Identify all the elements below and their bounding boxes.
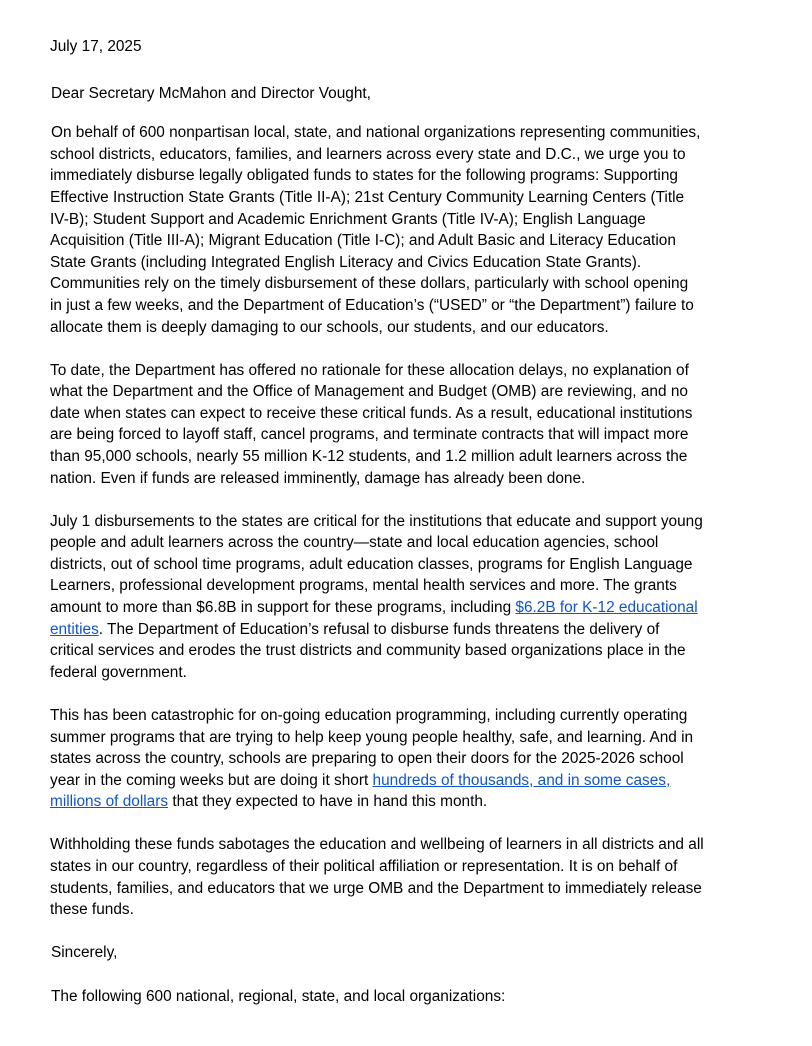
paragraph-line: This has been catastrophic for on-going education programming, including currently operating bbox=[50, 706, 688, 724]
paragraph-4 bbox=[50, 705, 772, 813]
paragraph-line: Effective Instruction State Grants (Title II-A); 21st Century Community Learning Centers (Title bbox=[50, 188, 685, 206]
paragraph-line: critical services and erodes the trust districts and community based organizations place in the bbox=[50, 642, 686, 660]
paragraph-line bbox=[50, 597, 772, 619]
paragraph-line: federal government. bbox=[50, 663, 187, 681]
paragraph-line: Learners, professional development programs, mental health services and more. The grants bbox=[50, 577, 677, 595]
paragraph-line bbox=[50, 791, 772, 813]
signatories-intro: The following 600 national, regional, state, and local organizations: bbox=[51, 987, 506, 1005]
funding-shortfall-link-continued[interactable]: millions of dollars bbox=[50, 793, 169, 811]
line-text: amount to more than $6.8B in support for these programs, including bbox=[50, 599, 516, 617]
paragraph-line: people and adult learners across the country—state and local education agencies, school bbox=[50, 534, 659, 552]
paragraph-line: states across the country, schools are preparing to open their doors for the 2025-2026 school bbox=[50, 750, 684, 768]
line-text: that they expected to have in hand this month. bbox=[168, 793, 488, 811]
paragraph-line: July 1 disbursements to the states are critical for the institutions that educate and support young bbox=[50, 512, 703, 530]
letter-salutation: Dear Secretary McMahon and Director Vought, bbox=[51, 84, 371, 102]
paragraph-line: Acquisition (Title III-A); Migrant Education (Title I-C); and Adult Basic and Literacy Education bbox=[50, 232, 676, 250]
paragraph-line: date when states can expect to receive these critical funds. As a result, educational institutions bbox=[50, 404, 693, 422]
paragraph-1 bbox=[50, 122, 772, 338]
paragraph-line: in just a few weeks, and the Department of Education’s (“USED” or “the Department”) failure to bbox=[50, 296, 694, 314]
paragraph-line: State Grants (including Integrated English Literacy and Civics Education State Grants). bbox=[50, 253, 642, 271]
paragraph-line: states in our country, regardless of their political affiliation or representation. It is on behalf of bbox=[50, 858, 678, 875]
paragraph-line: allocate them is deeply damaging to our schools, our students, and our educators. bbox=[50, 318, 609, 336]
letter-date: July 17, 2025 bbox=[50, 38, 142, 55]
paragraph-line: Communities rely on the timely disbursement of these dollars, particularly with school opening bbox=[50, 275, 689, 293]
k12-funding-link[interactable]: $6.2B for K-12 educational bbox=[515, 599, 698, 617]
paragraph-5 bbox=[50, 834, 772, 920]
paragraph-line bbox=[50, 770, 772, 792]
paragraph-line: immediately disburse legally obligated funds to states for the following programs: Supporting bbox=[50, 167, 678, 185]
paragraph-2 bbox=[50, 360, 772, 490]
k12-funding-link-continued[interactable]: entities bbox=[50, 620, 99, 638]
paragraph-line bbox=[50, 619, 772, 641]
paragraph-line: these funds. bbox=[50, 901, 134, 919]
paragraph-line: are being forced to layoff staff, cancel programs, and terminate contracts that will impact more bbox=[50, 426, 689, 444]
paragraph-line: districts, out of school time programs, adult education classes, programs for English Language bbox=[50, 555, 693, 573]
paragraph-line: students, families, and educators that we urge OMB and the Department to immediately release bbox=[50, 879, 702, 897]
paragraph-line: nation. Even if funds are released imminently, damage has already been done. bbox=[50, 469, 586, 487]
paragraph-line: what the Department and the Office of Management and Budget (OMB) are reviewing, and no bbox=[50, 383, 688, 401]
paragraph-line: summer programs that are trying to help keep young people healthy, safe, and learning. And in bbox=[50, 728, 694, 746]
paragraph-line: Withholding these funds sabotages the education and wellbeing of learners in all districts and all bbox=[50, 836, 704, 854]
paragraph-line: On behalf of 600 nonpartisan local, state, and national organizations representing communities, bbox=[51, 124, 701, 142]
line-text: . The Department of Education’s refusal to disburse funds threatens the delivery of bbox=[98, 620, 660, 638]
paragraph-line: than 95,000 schools, nearly 55 million K-12 students, and 1.2 million adult learners across the bbox=[50, 448, 688, 465]
line-text: year in the coming weeks but are doing it short bbox=[50, 771, 373, 789]
paragraph-line: IV-B); Student Support and Academic Enrichment Grants (Title IV-A); English Language bbox=[50, 210, 646, 228]
funding-shortfall-link[interactable]: hundreds of thousands, and in some cases, bbox=[372, 771, 671, 789]
paragraph-3 bbox=[50, 511, 772, 684]
paragraph-line: school districts, educators, families, and learners across every state and D.C., we urge you to bbox=[50, 145, 686, 163]
letter-closing: Sincerely, bbox=[51, 944, 118, 962]
paragraph-line: To date, the Department has offered no rationale for these allocation delays, no explanation of bbox=[50, 361, 689, 379]
